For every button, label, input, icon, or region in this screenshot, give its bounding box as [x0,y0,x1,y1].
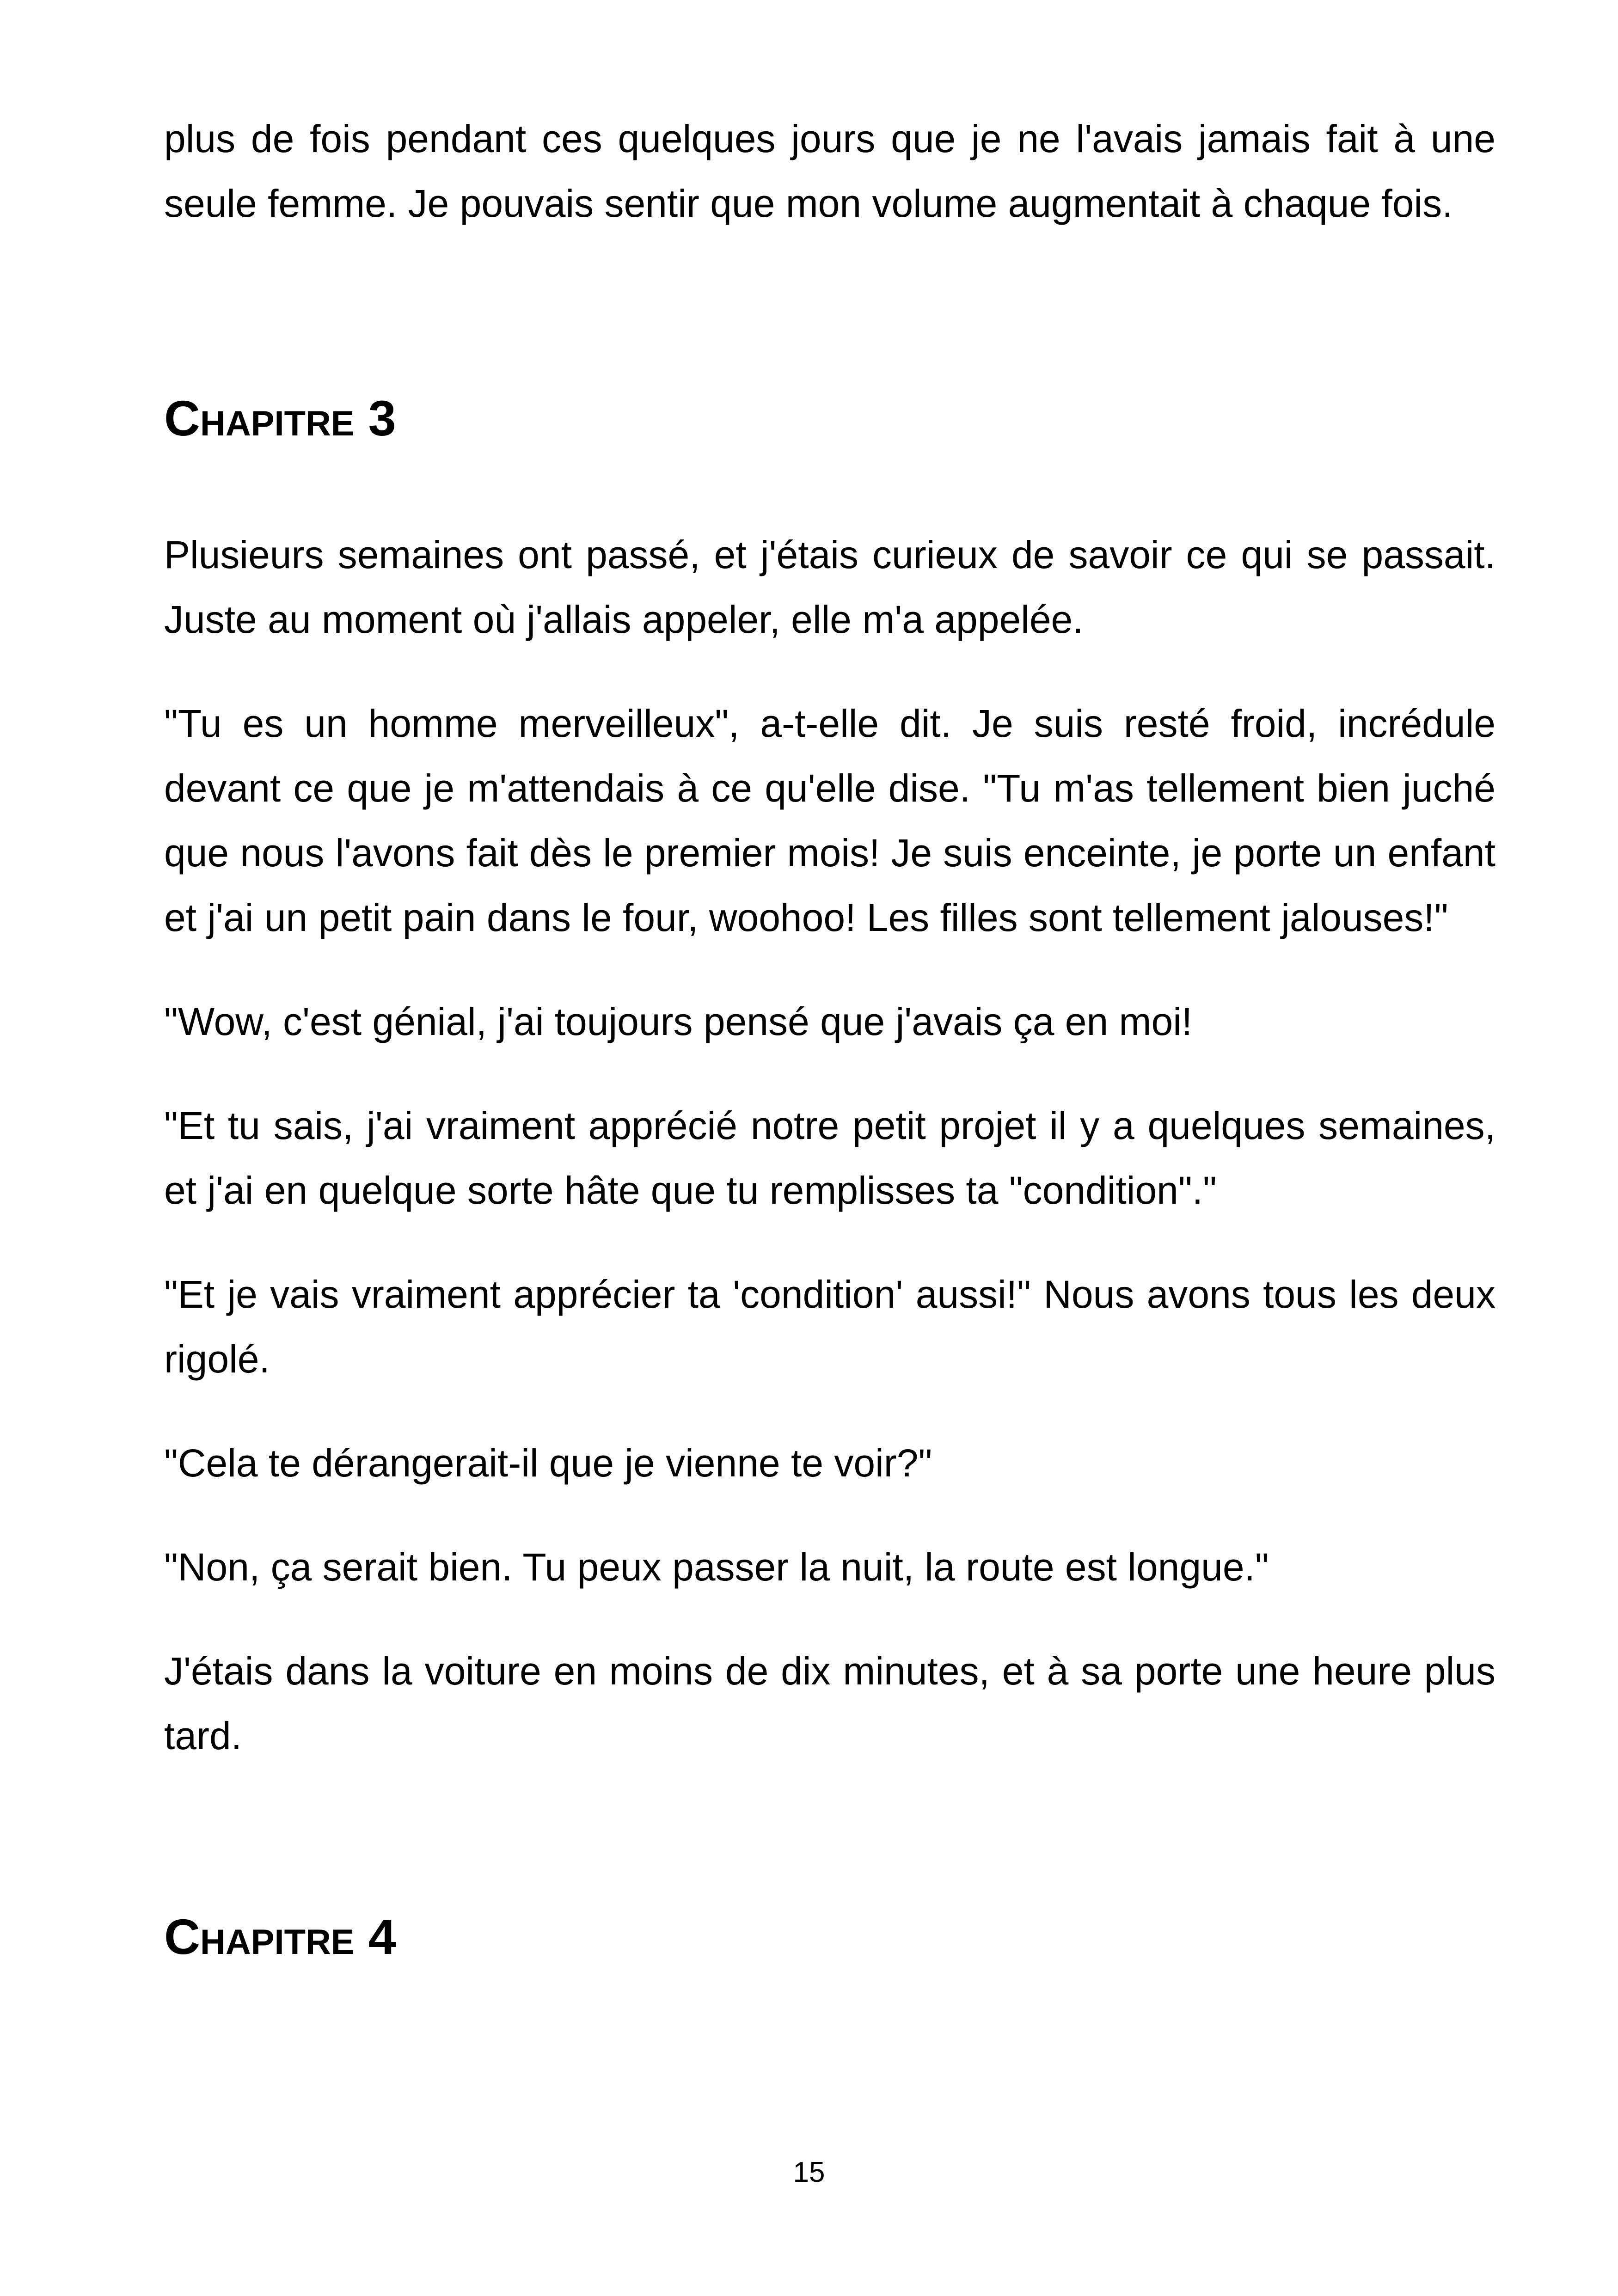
page-content [164,106,1495,1967]
paragraph: J'étais dans la voiture en moins de dix minutes, et à sa porte une heure plus tard. [164,1649,1495,1757]
paragraph: Plusieurs semaines ont passé, et j'étais curieux de savoir ce qui se passait. Juste au moment où j'allais appeler, elle m'a appelée. [164,533,1495,641]
paragraph: "Tu es un homme merveilleux", a-t-elle dit. Je suis resté froid, incrédule devant ce que je m'attendais à ce qu'elle dise. "Tu m'as tellement bien juché que nous l'avons fait dès le premier mois! Je suis enceinte, je porte un enfant et j'ai un petit pain dans le four, woohoo! Les filles sont tellement jalouses!" [164,702,1495,939]
paragraph: "Et je vais vraiment apprécier ta 'condition' aussi!" Nous avons tous les deux rigolé. [164,1273,1495,1381]
chapter-4-heading: Chapitre 4 [164,1909,396,1965]
page-number: 15 [793,2156,825,2188]
chapter-3-heading: Chapitre 3 [164,390,396,446]
paragraph: "Non, ça serait bien. Tu peux passer la nuit, la route est longue." [164,1545,1269,1589]
paragraph: "Cela te dérangerait-il que je vienne te voir?" [164,1441,932,1485]
paragraph: "Et tu sais, j'ai vraiment apprécié notre petit projet il y a quelques semaines, et j'ai en quelque sorte hâte que tu remplisses ta "condition"." [164,1104,1495,1212]
paragraph: "Wow, c'est génial, j'ai toujours pensé que j'avais ça en moi! [164,1000,1193,1043]
paragraph-continuation: plus de fois pendant ces quelques jours que je ne l'avais jamais fait à une seule femme. Je pouvais sentir que mon volume augmentait à chaque fois. [164,117,1495,225]
